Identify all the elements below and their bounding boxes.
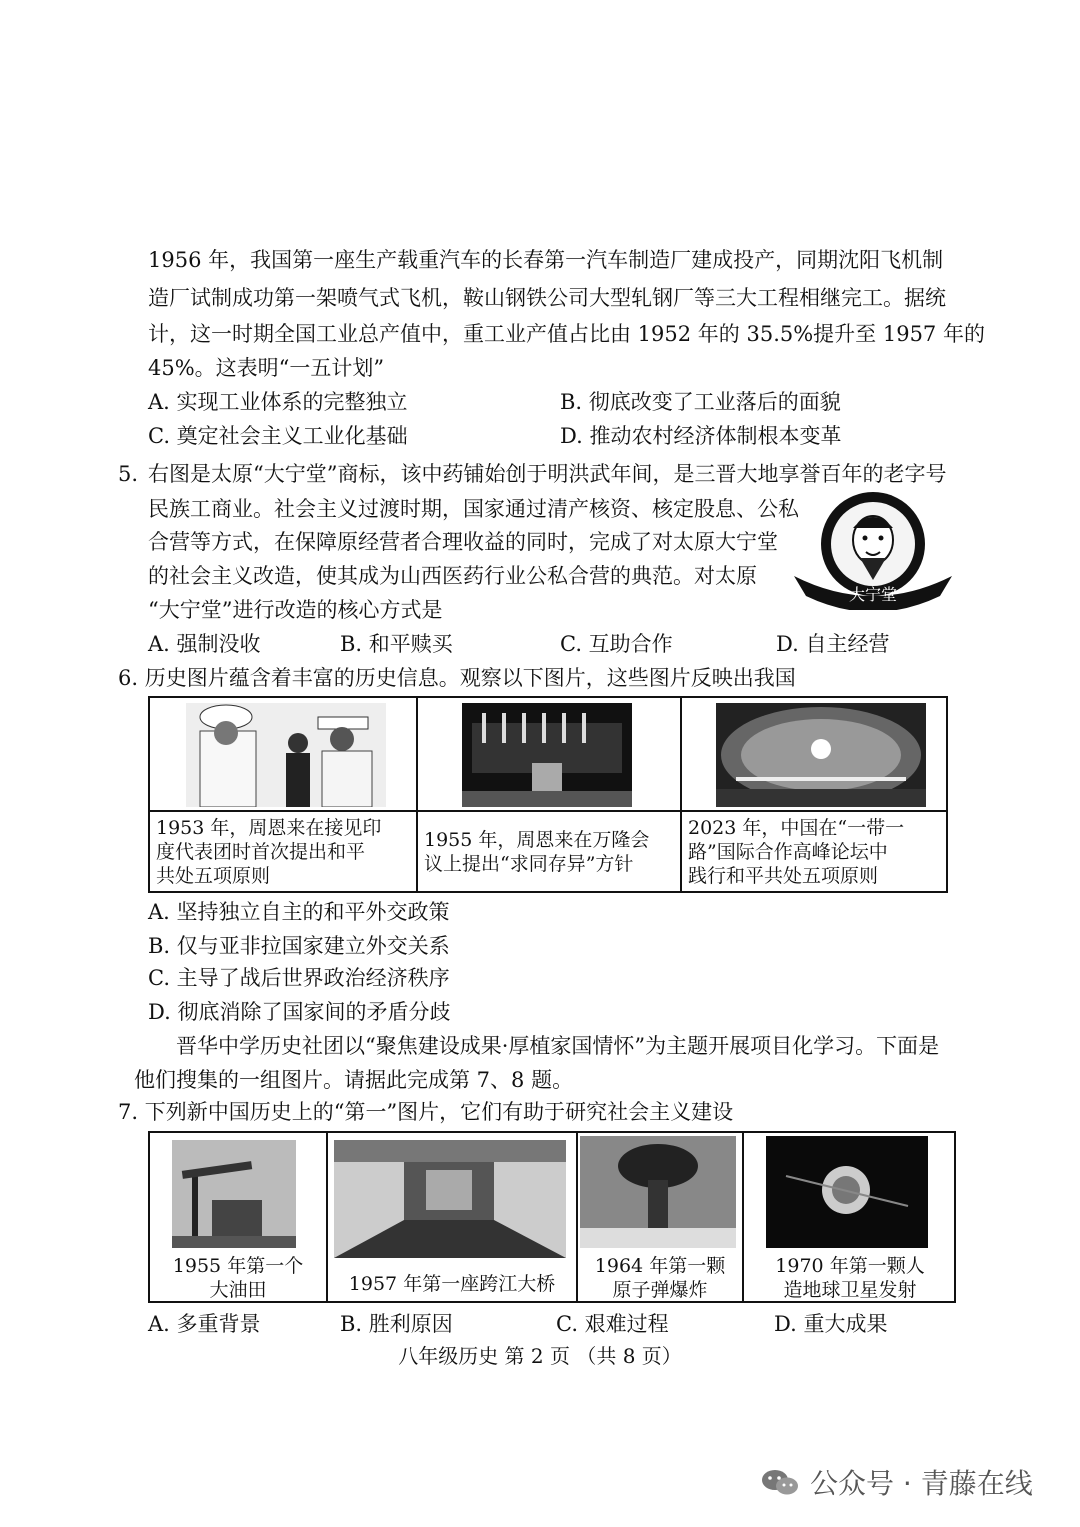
q6-option-b: B. 仅与亚非拉国家建立外交关系	[148, 934, 450, 958]
q5-stem-line-5: “大宁堂”进行改造的核心方式是	[148, 598, 443, 622]
watermark	[760, 1462, 1033, 1502]
page-footer: 八年级历史 第 2 页 （共 8 页）	[398, 1344, 682, 1368]
q7-caption-2: 1957 年第一座跨江大桥	[348, 1273, 556, 1295]
q6-option-c: C. 主导了战后世界政治经济秩序	[148, 966, 450, 990]
q5-stem-line-3: 合营等方式，在保障原经营者合理收益的同时，完成了对太原大宁堂	[148, 530, 778, 554]
q4-option-c: C. 奠定社会主义工业化基础	[148, 424, 408, 448]
watermark-text: 公众号 · 青藤在线	[810, 1467, 1033, 1500]
q5-stem-line-4: 的社会主义改造，使其成为山西医药行业公私合营的典范。对太原	[148, 564, 757, 588]
q5-option-d: D. 自主经营	[776, 632, 890, 656]
q5-stem-line-2: 民族工商业。社会主义过渡时期，国家通过清产核资、核定股息、公私	[148, 497, 799, 521]
daningtang-logo	[790, 488, 956, 610]
q4-stem-line-2: 造厂试制成功第一架喷气式飞机，鞍山钢铁公司大型轧钢厂等三大工程相继完工。据统	[148, 286, 946, 310]
q6-divider-2	[680, 696, 682, 893]
q4-stem-line-1: 1956 年，我国第一座生产载重汽车的长春第一汽车制造厂建成投产，同期沈阳飞机制	[148, 248, 944, 272]
q6-photo-2023	[716, 703, 926, 807]
q7-caption-4-line-1: 1970 年第一颗人	[775, 1255, 925, 1277]
q5-stem-line-1: 右图是太原“大宁堂”商标，该中药铺始创于明洪武年间，是三晋大地享誉百年的老字号	[148, 462, 947, 486]
q6-caption-2-line-1: 1955 年，周恩来在万隆会	[424, 829, 650, 851]
q7-caption-1-line-2: 大油田	[209, 1279, 267, 1301]
wechat-icon	[760, 1467, 800, 1497]
intro-line-1: 晋华中学历史社团以“聚焦建设成果·厚植家国情怀”为主题开展项目化学习。下面是	[176, 1034, 940, 1058]
q6-option-d: D. 彻底消除了国家间的矛盾分歧	[148, 1000, 451, 1024]
q7-photo-atomic-bomb	[580, 1136, 736, 1248]
q6-caption-3-line-1: 2023 年，中国在“一带一	[688, 817, 905, 839]
q4-option-a: A. 实现工业体系的完整独立	[148, 390, 408, 414]
q7-caption-1-line-1: 1955 年第一个	[172, 1255, 304, 1277]
q6-caption-1-line-3: 共处五项原则	[156, 865, 271, 887]
q7-option-d: D. 重大成果	[774, 1312, 888, 1336]
q4-stem-line-4: 45%。这表明“一五计划”	[148, 356, 385, 380]
q7-stem: 7. 下列新中国历史上的“第一”图片，它们有助于研究社会主义建设	[118, 1100, 734, 1124]
q7-option-c: C. 艰难过程	[556, 1312, 669, 1336]
q6-photo-1955	[462, 703, 632, 807]
q4-stem-line-3: 计，这一时期全国工业总产值中，重工业产值占比由 1952 年的 35.5%提升至 1957 年的	[148, 322, 985, 346]
q6-stem: 6. 历史图片蕴含着丰富的历史信息。观察以下图片，这些图片反映出我国	[118, 666, 796, 690]
q6-divider-1	[416, 696, 418, 893]
q7-photo-satellite	[766, 1136, 928, 1248]
q6-caption-2-line-2: 议上提出“求同存异”方针	[424, 853, 634, 875]
q5-option-c: C. 互助合作	[560, 632, 673, 656]
q6-option-a: A. 坚持独立自主的和平外交政策	[148, 900, 450, 924]
q5-option-a: A. 强制没收	[148, 632, 261, 656]
q6-caption-3-line-2: 路”国际合作高峰论坛中	[688, 841, 888, 863]
q7-caption-3-line-2: 原子弹爆炸	[612, 1279, 708, 1301]
q7-caption-4-line-2: 造地球卫星发射	[783, 1279, 917, 1301]
q5-number: 5.	[118, 462, 139, 486]
q6-caption-3-line-3: 践行和平共处五项原则	[688, 865, 879, 887]
logo-text: 大宁堂	[848, 585, 898, 604]
q7-option-b: B. 胜利原因	[340, 1312, 453, 1336]
q7-photo-bridge	[334, 1140, 566, 1258]
q7-option-a: A. 多重背景	[148, 1312, 261, 1336]
q4-option-d: D. 推动农村经济体制根本变革	[560, 424, 842, 448]
q6-photo-1953	[186, 703, 386, 807]
q6-row-divider	[148, 810, 948, 812]
q7-photo-oilfield	[172, 1140, 296, 1248]
intro-line-2: 他们搜集的一组图片。请据此完成第 7、8 题。	[134, 1068, 574, 1092]
q5-option-b: B. 和平赎买	[340, 632, 453, 656]
q6-caption-1-line-1: 1953 年，周恩来在接见印	[156, 817, 382, 839]
q6-caption-1-line-2: 度代表团时首次提出和平	[156, 841, 366, 863]
q7-caption-3-line-1: 1964 年第一颗	[594, 1255, 726, 1277]
q4-option-b: B. 彻底改变了工业落后的面貌	[560, 390, 841, 414]
